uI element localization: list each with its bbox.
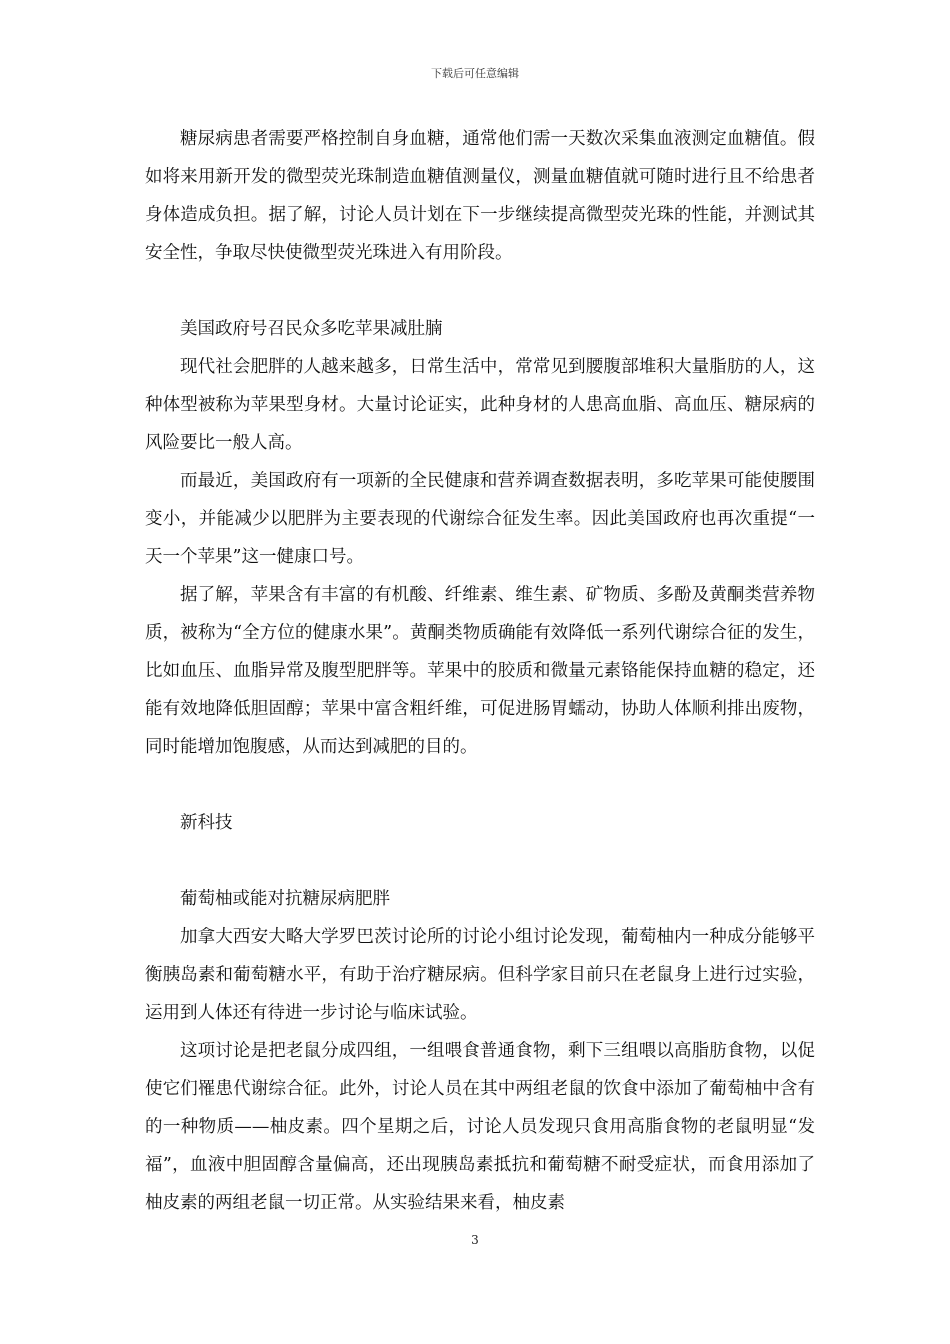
section-title-new-tech: 新科技: [180, 813, 233, 833]
page-number: 3: [471, 1233, 479, 1247]
paragraph-mouse-experiment: 这项讨论是把老鼠分成四组，一组喂食普通食物，剩下三组喂以高脂肪食物，以促使它们罹患代谢综合征。此外，讨论人员在其中两组老鼠的饮食中添加了葡萄柚中含有的一种物质——柚皮素。四个星期之后，讨论人员发现只食用高脂食物的老鼠明显“发福”，血液中胆固醇含量偏高，还出现胰岛素抵抗和葡萄糖不耐受症状，而食用添加了柚皮素的两组老鼠一切正常。从实验结果来看，柚皮素: [145, 1041, 815, 1213]
paragraph-obesity: 现代社会肥胖的人越来越多，日常生活中，常常见到腰腹部堆积大量脂肪的人，这种体型被称为苹果型身材。大量讨论证实，此种身材的人患高血脂、高血压、糖尿病的风险要比一般人高。: [145, 357, 815, 453]
paragraph-apple-nutrition: 据了解，苹果含有丰富的有机酸、纤维素、维生素、矿物质、多酚及黄酮类营养物质，被称为“全方位的健康水果”。黄酮类物质确能有效降低一系列代谢综合征的发生，比如血压、血脂异常及腹型肥胖等。苹果中的胶质和微量元素铬能保持血糖的稳定，还能有效地降低胆固醇；苹果中富含粗纤维，可促进肠胃蠕动，协助人体顺利排出废物，同时能增加饱腹感，从而达到减肥的目的。: [145, 585, 815, 757]
section-title-grapefruit: 葡萄柚或能对抗糖尿病肥胖: [180, 889, 390, 909]
paragraph-grapefruit-study: 加拿大西安大略大学罗巴茨讨论所的讨论小组讨论发现，葡萄柚内一种成分能够平衡胰岛素和葡萄糖水平，有助于治疗糖尿病。但科学家目前只在老鼠身上进行过实验，运用到人体还有待进一步讨论与临床试验。: [145, 927, 815, 1023]
document-body: [145, 120, 815, 1222]
page-header: 下载后可任意编辑: [431, 67, 519, 80]
spacer: [145, 766, 815, 804]
paragraph-us-survey: 而最近，美国政府有一项新的全民健康和营养调查数据表明，多吃苹果可能使腰围变小，并能减少以肥胖为主要表现的代谢综合征发生率。因此美国政府也再次重提“一天一个苹果”这一健康口号。: [145, 471, 815, 567]
section-title-apple: 美国政府号召民众多吃苹果减肚腩: [180, 319, 443, 339]
paragraph-blood-sugar: 糖尿病患者需要严格控制自身血糖，通常他们需一天数次采集血液测定血糖值。假如将来用新开发的微型荧光珠制造血糖值测量仪，测量血糖值就可随时进行且不给患者身体造成负担。据了解，讨论人员计划在下一步继续提高微型荧光珠的性能，并测试其安全性，争取尽快使微型荧光珠进入有用阶段。: [145, 129, 815, 263]
spacer: [145, 842, 815, 880]
spacer: [145, 272, 815, 310]
